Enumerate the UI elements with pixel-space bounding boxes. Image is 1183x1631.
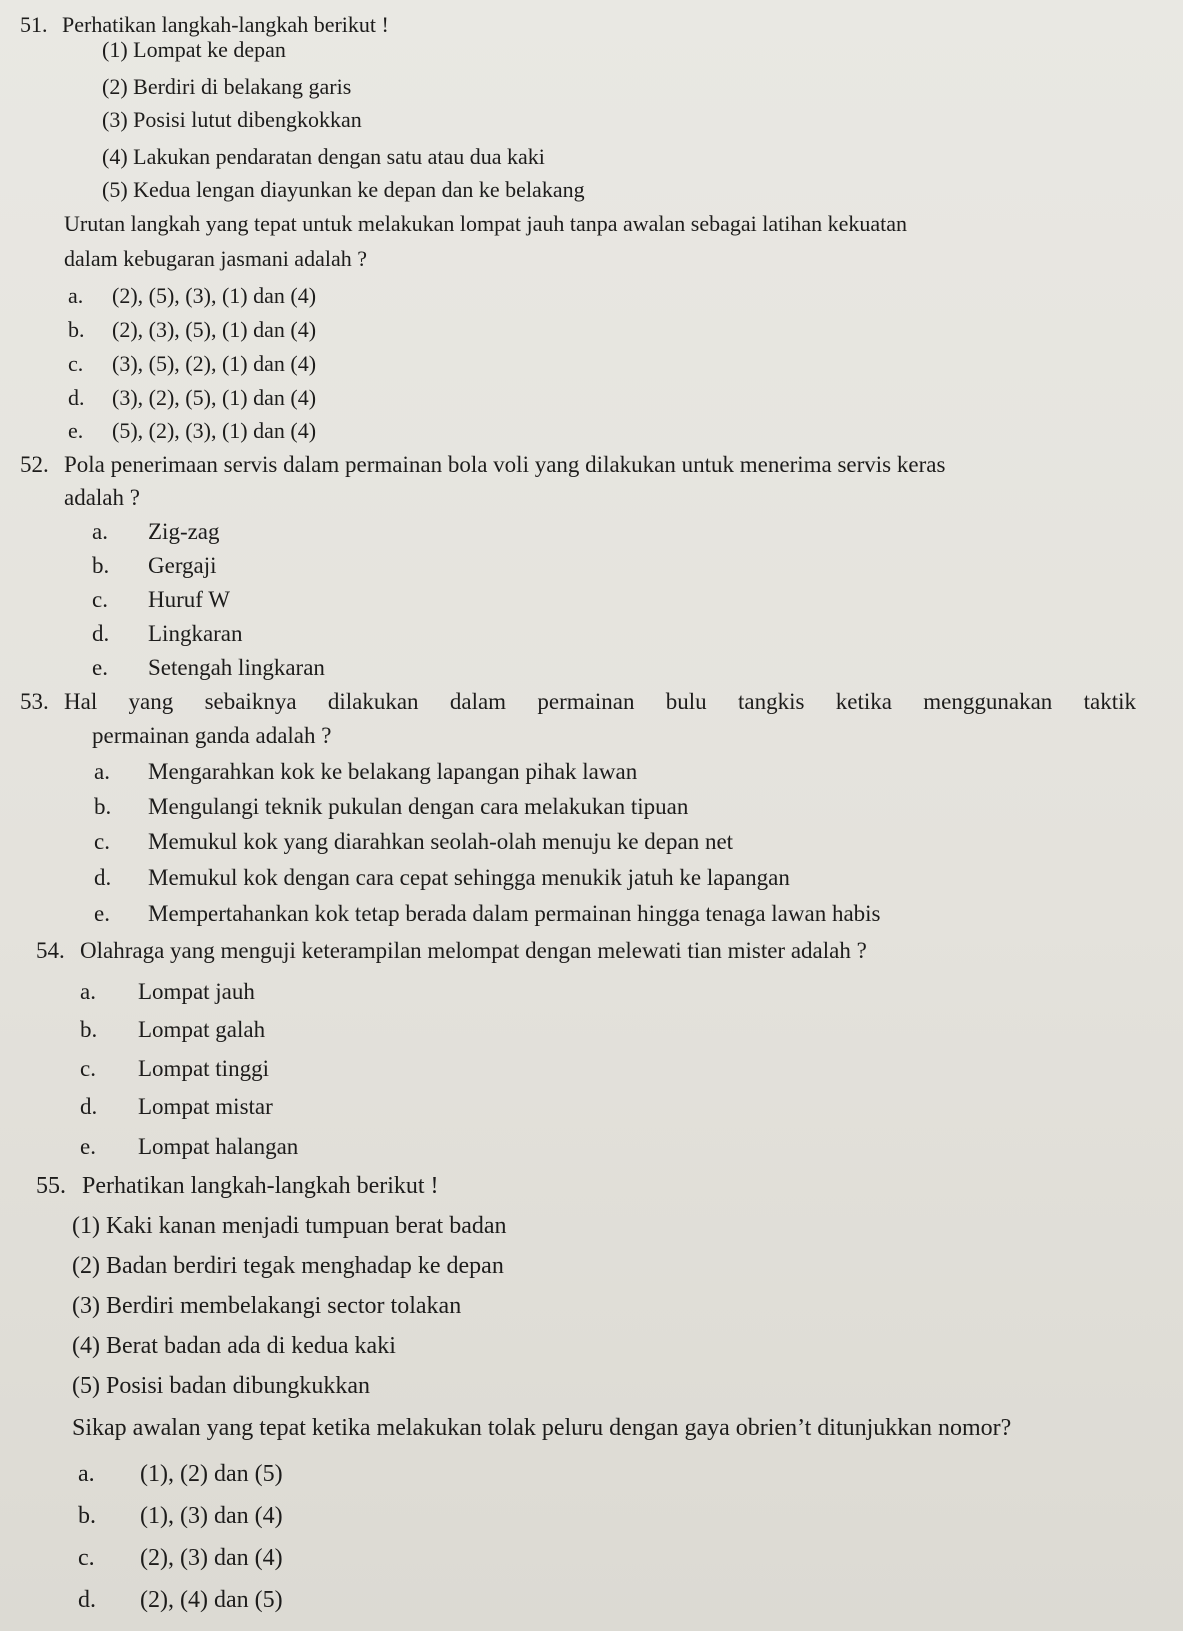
option-text: Huruf W <box>148 587 230 612</box>
option-letter: d. <box>78 1587 96 1613</box>
option-text: Lompat tinggi <box>138 1056 269 1081</box>
option-letter: b. <box>78 1503 96 1529</box>
option-text: Mempertahankan kok tetap berada dalam permainan hingga tenaga lawan habis <box>148 901 881 926</box>
option-letter: c. <box>94 829 110 854</box>
option-text: Zig-zag <box>148 519 220 544</box>
option-text: Lompat galah <box>138 1017 266 1042</box>
question-stem: Perhatikan langkah-langkah berikut ! <box>82 1173 439 1199</box>
option-letter: d. <box>92 621 110 646</box>
option-text: Mengarahkan kok ke belakang lapangan pihak lawan <box>148 759 638 784</box>
option-letter: b. <box>68 317 85 342</box>
question-stem: Pola penerimaan servis dalam permainan bola voli yang dilakukan untuk menerima servis keras <box>64 452 946 477</box>
option-text: Mengulangi teknik pukulan dengan cara melakukan tipuan <box>148 794 689 819</box>
option-text: Lompat jauh <box>138 979 255 1004</box>
option-text: (5), (2), (3), (1) dan (4) <box>112 418 317 443</box>
option-text: (3), (2), (5), (1) dan (4) <box>112 385 317 410</box>
option-text: Lingkaran <box>148 621 243 646</box>
option-text: Memukul kok dengan cara cepat sehingga menukik jatuh ke lapangan <box>148 865 790 890</box>
step-item: (5) Kedua lengan diayunkan ke depan dan ke belakang <box>102 177 585 202</box>
option-letter: e. <box>94 901 110 926</box>
option-letter: a. <box>92 519 108 544</box>
option-text: (2), (3) dan (4) <box>140 1545 283 1571</box>
option-letter: b. <box>80 1017 98 1042</box>
option-text: (3), (5), (2), (1) dan (4) <box>112 351 317 376</box>
question-number: 51. <box>20 12 48 37</box>
option-letter: b. <box>92 553 110 578</box>
question-stem: adalah ? <box>64 485 140 510</box>
option-text: (1), (2) dan (5) <box>140 1461 283 1487</box>
option-letter: e. <box>80 1134 96 1159</box>
option-text: Lompat halangan <box>138 1134 299 1159</box>
question-text: Sikap awalan yang tepat ketika melakukan tolak peluru dengan gaya obrien’t ditunjukkan nomor? <box>72 1415 1012 1441</box>
question-stem: Perhatikan langkah-langkah berikut ! <box>62 12 389 37</box>
option-text: (1), (3) dan (4) <box>140 1503 283 1529</box>
option-letter: a. <box>78 1461 95 1487</box>
question-number: 55. <box>36 1173 66 1199</box>
option-text: Lompat mistar <box>138 1094 273 1119</box>
step-item: (5) Posisi badan dibungkukkan <box>72 1373 370 1399</box>
step-item: (3) Posisi lutut dibengkokkan <box>102 107 362 132</box>
question-text: dalam kebugaran jasmani adalah ? <box>64 246 367 271</box>
question-number: 54. <box>36 938 65 963</box>
option-letter: d. <box>68 385 85 410</box>
question-stem: permainan ganda adalah ? <box>92 723 332 748</box>
question-text: Urutan langkah yang tepat untuk melakukan lompat jauh tanpa awalan sebagai latihan kekuatan <box>64 211 908 236</box>
step-item: (1) Kaki kanan menjadi tumpuan berat badan <box>72 1213 507 1239</box>
option-letter: d. <box>80 1094 98 1119</box>
question-number: 52. <box>20 452 49 477</box>
option-letter: e. <box>92 655 108 680</box>
step-item: (2) Badan berdiri tegak menghadap ke depan <box>72 1253 504 1279</box>
option-letter: c. <box>68 351 84 376</box>
step-item: (1) Lompat ke depan <box>102 37 286 62</box>
question-stem: Hal yang sebaiknya dilakukan dalam permainan bulu tangkis ketika menggunakan taktik <box>64 689 1136 714</box>
option-letter: c. <box>80 1056 96 1081</box>
option-text: Gergaji <box>148 553 217 578</box>
question-number: 53. <box>20 689 49 714</box>
option-letter: c. <box>78 1545 95 1571</box>
step-item: (4) Lakukan pendaratan dengan satu atau dua kaki <box>102 144 545 169</box>
option-text: (2), (3), (5), (1) dan (4) <box>112 317 317 342</box>
question-stem: Olahraga yang menguji keterampilan melompat dengan melewati tian mister adalah ? <box>80 938 867 963</box>
step-item: (4) Berat badan ada di kedua kaki <box>72 1333 396 1359</box>
step-item: (2) Berdiri di belakang garis <box>102 74 352 99</box>
option-text: Setengah lingkaran <box>148 655 325 680</box>
option-letter: d. <box>94 865 112 890</box>
option-letter: a. <box>68 283 84 308</box>
step-item: (3) Berdiri membelakangi sector tolakan <box>72 1293 462 1319</box>
option-letter: a. <box>94 759 110 784</box>
option-text: (2), (5), (3), (1) dan (4) <box>112 283 317 308</box>
option-letter: e. <box>68 418 84 443</box>
option-letter: b. <box>94 794 112 819</box>
option-letter: c. <box>92 587 108 612</box>
option-text: Memukul kok yang diarahkan seolah-olah menuju ke depan net <box>148 829 734 854</box>
option-letter: a. <box>80 979 96 1004</box>
option-text: (2), (4) dan (5) <box>140 1587 283 1613</box>
